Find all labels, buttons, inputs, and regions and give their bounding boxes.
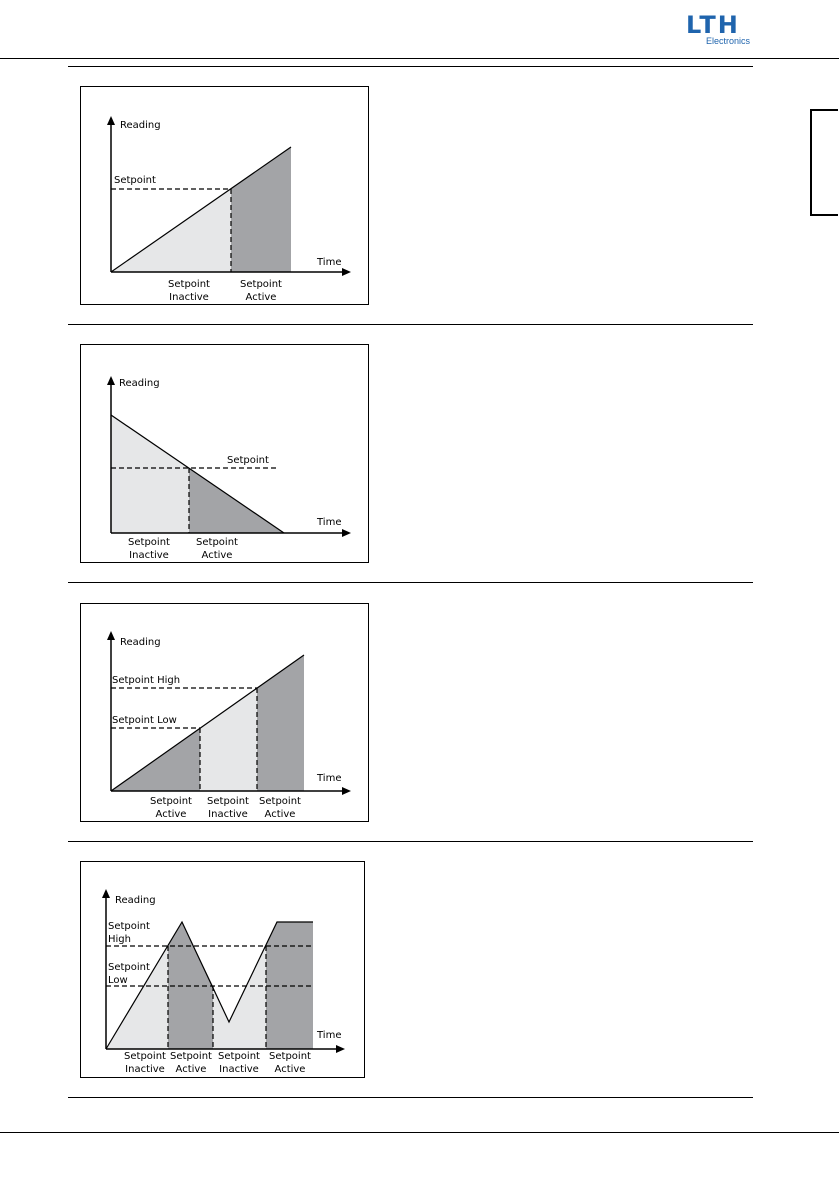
time-label: Time bbox=[317, 1030, 342, 1041]
time-label: Time bbox=[317, 773, 342, 784]
zone-label: Active bbox=[245, 292, 277, 303]
section-divider bbox=[68, 66, 753, 67]
inactive-region bbox=[200, 688, 257, 791]
inactive-region bbox=[111, 415, 189, 533]
x-axis-arrow bbox=[336, 1045, 345, 1053]
zone-label: Active bbox=[264, 809, 296, 820]
zone-label: Setpoint bbox=[240, 279, 282, 290]
x-axis-arrow bbox=[342, 787, 351, 795]
setpoint-label: Setpoint bbox=[114, 175, 156, 186]
section-divider bbox=[68, 324, 753, 325]
setpoint-high-label: High bbox=[108, 934, 131, 945]
header-rule bbox=[0, 58, 839, 59]
setpoint-low-label: Setpoint bbox=[108, 962, 150, 973]
figure-oscillating-band bbox=[80, 861, 365, 1078]
figure-rising-band bbox=[80, 603, 369, 822]
zone-label: Setpoint bbox=[207, 796, 249, 807]
setpoint-low-label: Setpoint Low bbox=[112, 715, 177, 726]
zone-label: Active bbox=[201, 550, 233, 561]
zone-label: Active bbox=[175, 1064, 207, 1075]
logo-subtitle: Electronics bbox=[705, 36, 750, 46]
section-divider bbox=[68, 841, 753, 842]
reading-label: Reading bbox=[115, 895, 156, 906]
zone-label: Active bbox=[274, 1064, 306, 1075]
zone-label: Setpoint bbox=[124, 1051, 166, 1062]
setpoint-high-label: Setpoint bbox=[108, 921, 150, 932]
setpoint-high-label: Setpoint High bbox=[112, 675, 181, 686]
zone-label: Inactive bbox=[208, 809, 248, 820]
zone-label: Inactive bbox=[129, 550, 169, 561]
zone-label: Inactive bbox=[169, 292, 209, 303]
zone-label: Setpoint bbox=[218, 1051, 260, 1062]
zone-label: Setpoint bbox=[168, 279, 210, 290]
reading-label: Reading bbox=[120, 120, 161, 131]
active-region-high bbox=[257, 655, 304, 791]
x-axis-arrow bbox=[342, 529, 351, 537]
x-axis-arrow bbox=[342, 268, 351, 276]
zone-label: Setpoint bbox=[259, 796, 301, 807]
zone-label: Inactive bbox=[125, 1064, 165, 1075]
side-section-tab bbox=[810, 109, 838, 216]
zone-label: Setpoint bbox=[170, 1051, 212, 1062]
active-region bbox=[231, 147, 291, 272]
y-axis-arrow bbox=[107, 376, 115, 385]
logo-wordmark: LTH bbox=[686, 11, 740, 39]
footer-rule bbox=[0, 1132, 839, 1133]
setpoint-low-label: Low bbox=[108, 975, 128, 986]
time-label: Time bbox=[317, 257, 342, 268]
reading-label: Reading bbox=[120, 637, 161, 648]
figure-falling-setpoint bbox=[80, 344, 369, 563]
figure-rising-setpoint bbox=[80, 86, 369, 305]
active-region bbox=[266, 922, 313, 1049]
zone-label: Setpoint bbox=[128, 537, 170, 548]
zone-label: Active bbox=[155, 809, 187, 820]
section-divider bbox=[68, 582, 753, 583]
y-axis-arrow bbox=[107, 116, 115, 125]
setpoint-label: Setpoint bbox=[227, 455, 269, 466]
y-axis-arrow bbox=[102, 889, 110, 898]
time-label: Time bbox=[317, 517, 342, 528]
section-divider bbox=[68, 1097, 753, 1098]
zone-label: Inactive bbox=[219, 1064, 259, 1075]
zone-label: Setpoint bbox=[196, 537, 238, 548]
y-axis-arrow bbox=[107, 631, 115, 640]
lth-logo bbox=[686, 12, 750, 46]
reading-label: Reading bbox=[119, 378, 160, 389]
zone-label: Setpoint bbox=[269, 1051, 311, 1062]
zone-label: Setpoint bbox=[150, 796, 192, 807]
